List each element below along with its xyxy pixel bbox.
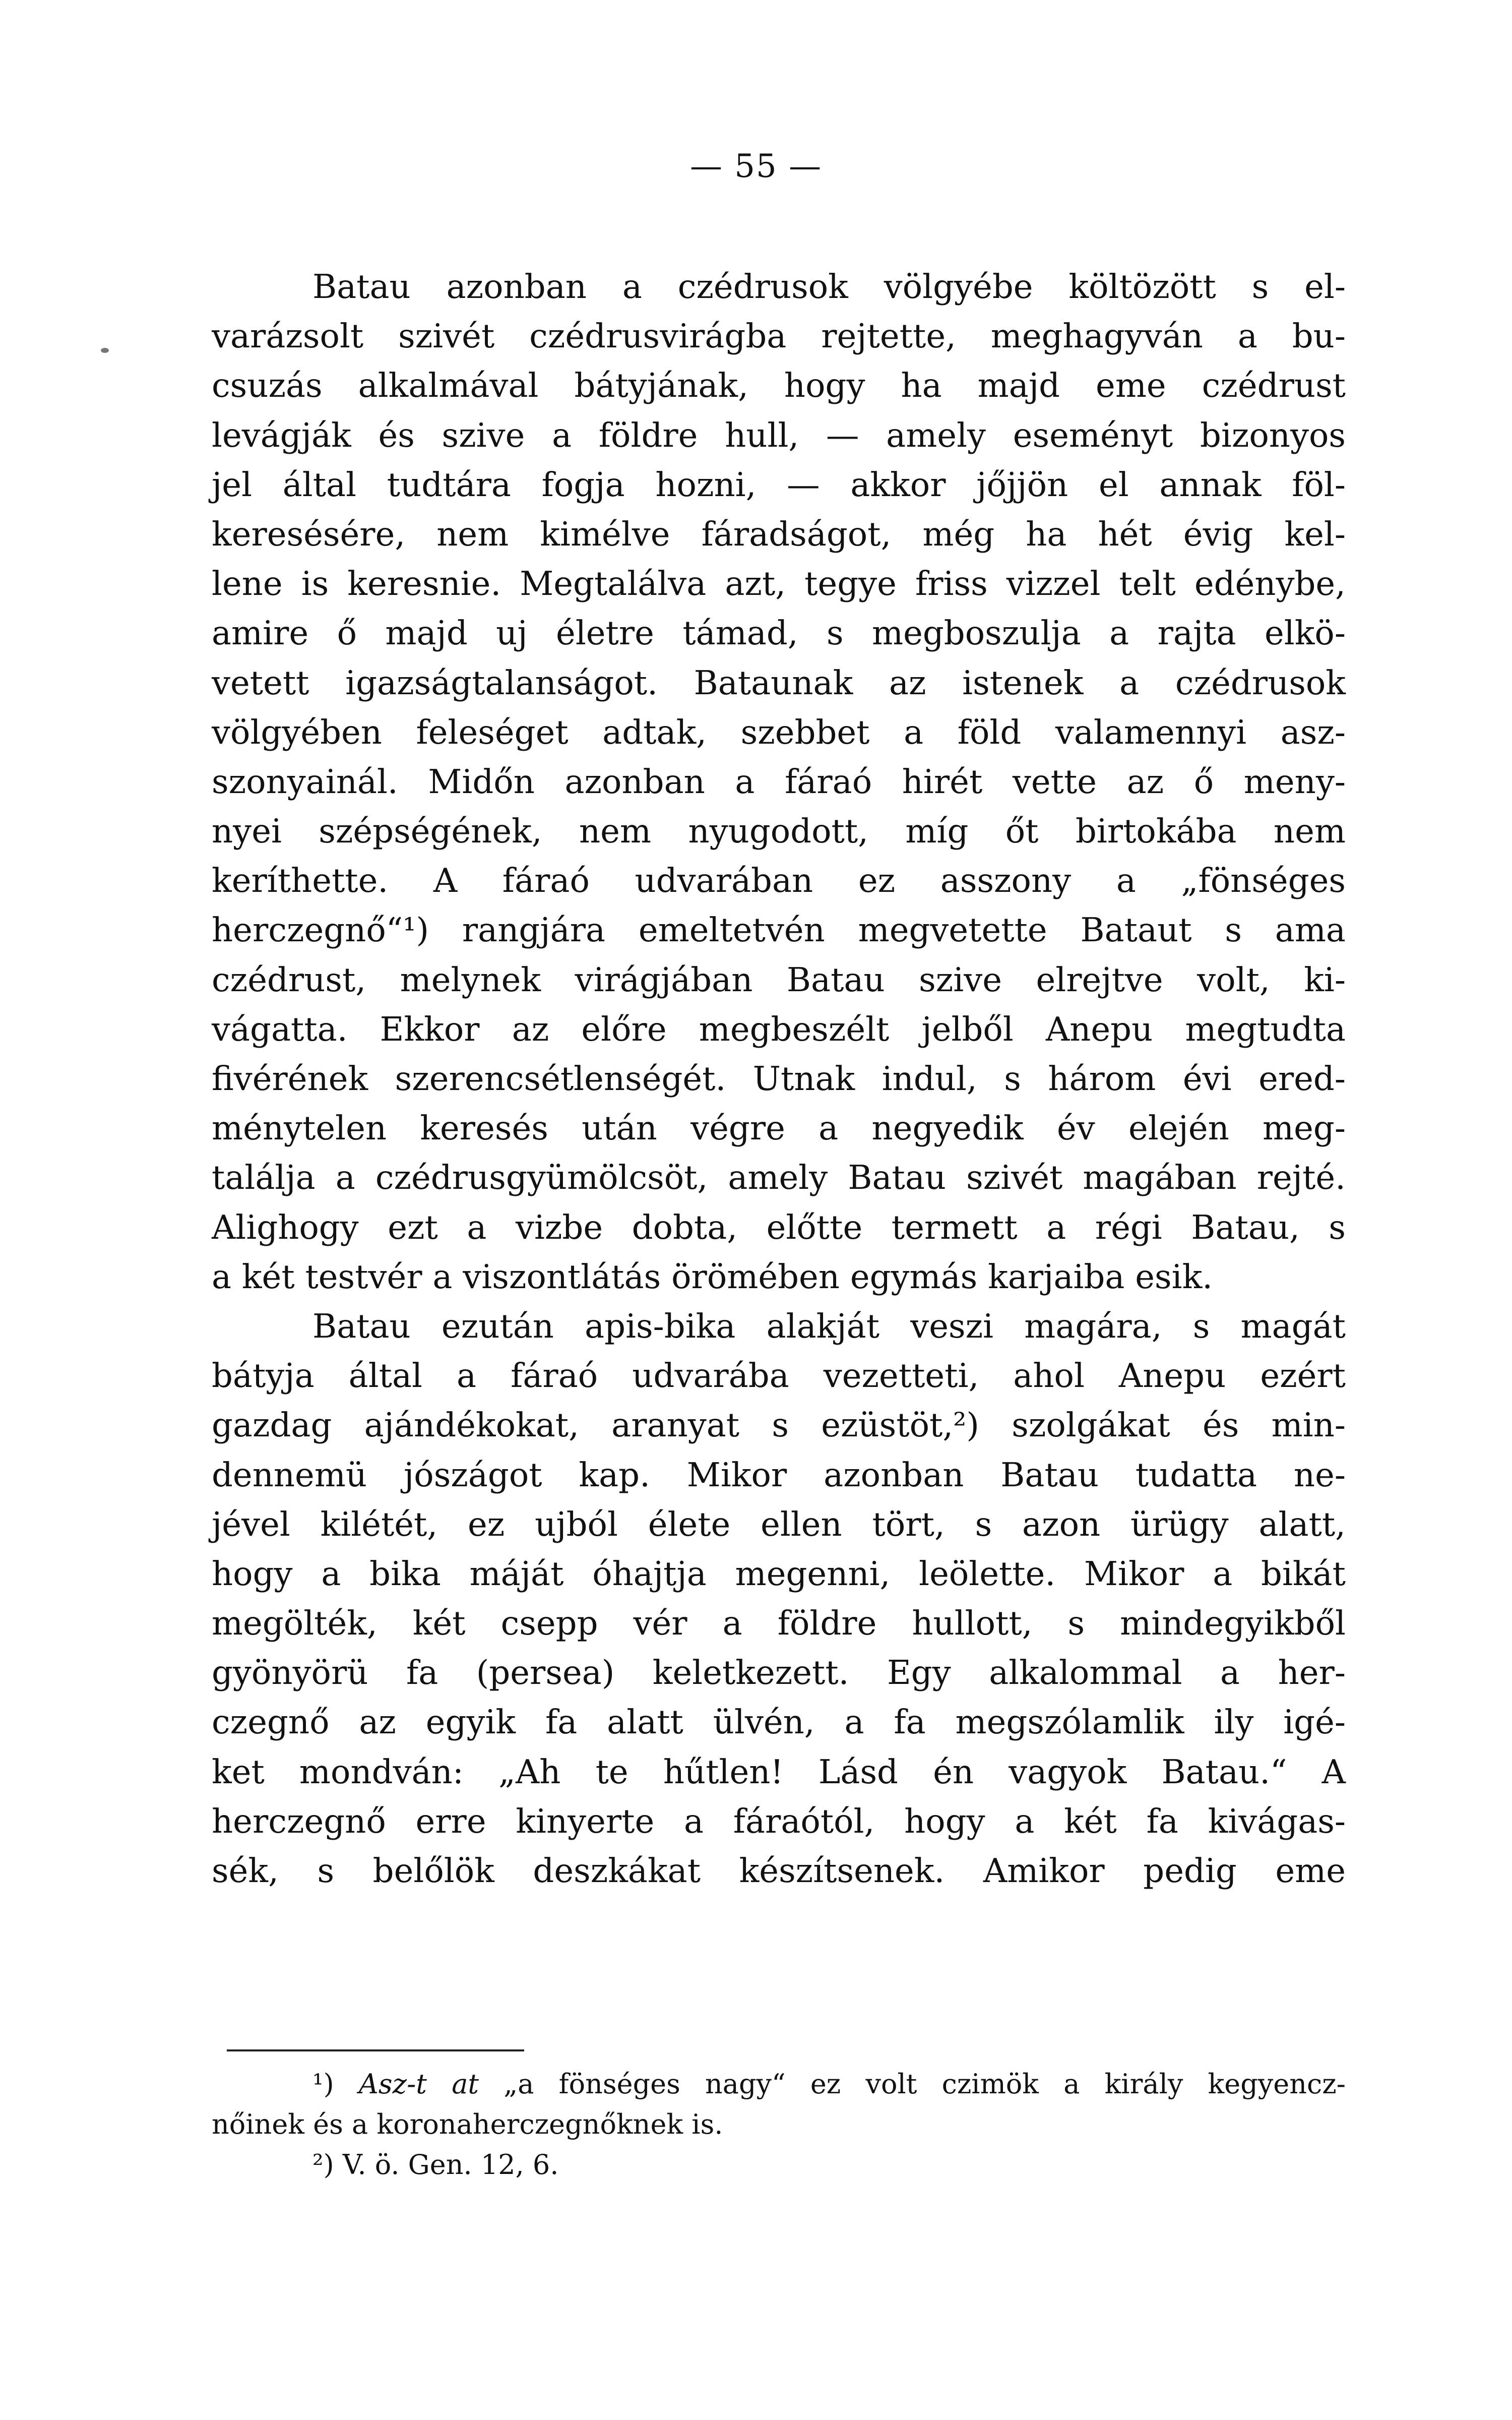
- text-line: levágják és szive a földre hull, — amely eseményt bizonyos: [212, 416, 1346, 455]
- ink-smudge: [101, 348, 109, 353]
- text-line: völgyében feleséget adtak, szebbet a föld valamennyi asz-: [212, 713, 1346, 752]
- text-line: ménytelen keresés után végre a negyedik év elején meg-: [212, 1109, 1346, 1148]
- footnotes: [212, 2065, 1346, 2186]
- text-line: jével kilétét, ez ujból élete ellen tört, s azon ürügy alatt,: [212, 1505, 1346, 1544]
- text-line: lene is keresnie. Megtalálva azt, tegye friss vizzel telt edénybe,: [212, 565, 1346, 603]
- footnote-divider: [227, 2049, 524, 2051]
- text-line: gyönyörü fa (persea) keletkezett. Egy alkalommal a her-: [212, 1654, 1346, 1692]
- text-line: herczegnő“¹) rangjára emeltetvén megvetette Bataut s ama: [212, 911, 1346, 950]
- text-line: dennemü jószágot kap. Mikor azonban Batau tudatta ne-: [212, 1456, 1346, 1494]
- text-line: vágatta. Ekkor az előre megbeszélt jelből Anepu megtudta: [212, 1010, 1346, 1049]
- text-line: megölték, két csepp vér a földre hullott, s mindegyikből: [212, 1604, 1346, 1643]
- text-line: czegnő az egyik fa alatt ülvén, a fa megszólamlik ily igé-: [212, 1703, 1346, 1742]
- text-line: nyei szépségének, nem nyugodott, míg őt birtokába nem: [212, 812, 1346, 851]
- text-line: herczegnő erre kinyerte a fáraótól, hogy a két fa kivágas-: [212, 1802, 1346, 1841]
- footnote-1: [212, 2065, 1346, 2105]
- text-line: varázsolt szivét czédrusvirágba rejtette, meghagyván a bu-: [212, 317, 1346, 356]
- footnote-1-continuation: nőinek és a koronaherczegnőknek is.: [212, 2108, 723, 2140]
- text-line: sék, s belőlök deszkákat készítsenek. Amikor pedig eme: [212, 1852, 1346, 1890]
- text-line: szonyainál. Midőn azonban a fáraó hirét vette az ő meny-: [212, 762, 1346, 801]
- body-text: [212, 262, 1346, 1896]
- text-line: a két testvér a viszontlátás örömében egymás karjaiba esik.: [212, 1257, 1213, 1296]
- text-line: czédrust, melynek virágjában Batau szive elrejtve volt, ki-: [212, 960, 1346, 999]
- footnote-1-marker: ¹): [312, 2068, 334, 2100]
- footnote-2: ²) V. ö. Gen. 12, 6.: [312, 2149, 559, 2181]
- text-line: találja a czédrusgyümölcsöt, amely Batau szivét magában rejté.: [212, 1159, 1346, 1197]
- text-line: hogy a bika máját óhajtja megenni, leölette. Mikor a bikát: [212, 1554, 1346, 1593]
- text-line: csuzás alkalmával bátyjának, hogy ha majd eme czédrust: [212, 367, 1346, 405]
- footnote-1-text: „a fönséges nagy“ ez volt czimök a király kegyencz-: [503, 2068, 1346, 2100]
- text-line: Batau ezután apis-bika alakját veszi magára, s magát: [312, 1307, 1346, 1346]
- text-line: keresésére, nem kimélve fáradságot, még ha hét évig kel-: [212, 515, 1346, 554]
- text-line: Batau azonban a czédrusok völgyébe költözött s el-: [312, 268, 1346, 306]
- text-line: amire ő majd uj életre támad, s megboszulja a rajta elkö-: [212, 614, 1346, 653]
- footnote-1-italic: Asz-t at: [358, 2068, 479, 2100]
- text-line: ket mondván: „Ah te hűtlen! Lásd én vagyok Batau.“ A: [212, 1752, 1346, 1791]
- text-line: fivérének szerencsétlenségét. Utnak indul, s három évi ered-: [212, 1060, 1346, 1098]
- page-number: — 55 —: [689, 148, 823, 185]
- text-line: vetett igazságtalanságot. Bataunak az istenek a czédrusok: [212, 663, 1346, 702]
- text-line: Alighogy ezt a vizbe dobta, előtte termett a régi Batau, s: [212, 1208, 1346, 1247]
- text-line: gazdag ajándékokat, aranyat s ezüstöt,²) szolgákat és min-: [212, 1406, 1346, 1445]
- text-line: bátyja által a fáraó udvarába vezetteti, ahol Anepu ezért: [212, 1357, 1346, 1396]
- text-line: jel által tudtára fogja hozni, — akkor jőjjön el annak föl-: [212, 465, 1346, 504]
- text-line: keríthette. A fáraó udvarában ez asszony a „fönséges: [212, 862, 1346, 900]
